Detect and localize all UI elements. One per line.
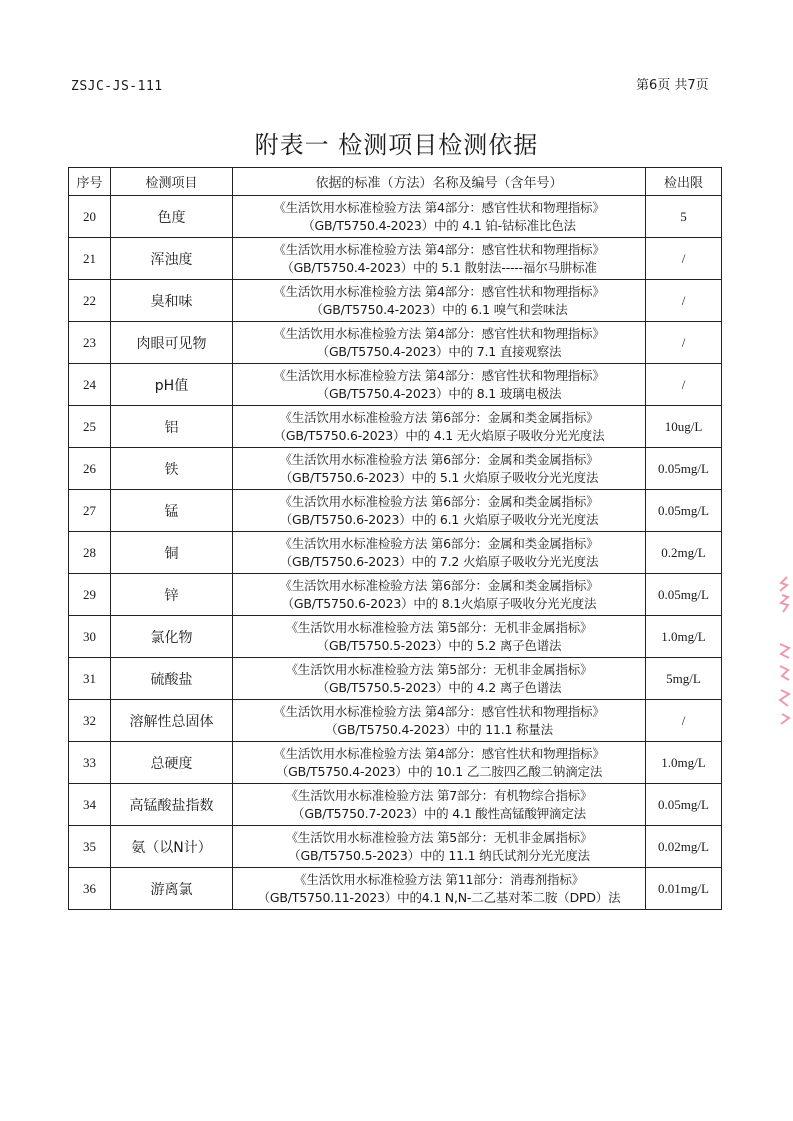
test-item-cell: 浑浊度 xyxy=(111,238,233,280)
detection-limit-cell: 0.2mg/L xyxy=(646,532,722,574)
serial-no-cell: 22 xyxy=(69,280,111,322)
table-row xyxy=(69,826,722,868)
table-row xyxy=(69,784,722,826)
detection-limit-cell: / xyxy=(646,238,722,280)
table-header-row xyxy=(69,168,722,196)
basis-line-2: （GB/T5750.5-2023）中的 11.1 纳氏试剂分光光度法 xyxy=(288,847,590,863)
test-item-cell: 锌 xyxy=(111,574,233,616)
test-item-cell: 铁 xyxy=(111,448,233,490)
table-row xyxy=(69,406,722,448)
table-row xyxy=(69,658,722,700)
standard-basis-cell xyxy=(233,616,646,658)
standard-basis-cell xyxy=(233,238,646,280)
detection-limit-cell: 10ug/L xyxy=(646,406,722,448)
basis-line-2: （GB/T5750.6-2023）中的 8.1火焰原子吸收分光光度法 xyxy=(281,595,597,611)
test-item-cell: 总硬度 xyxy=(111,742,233,784)
serial-no-cell: 34 xyxy=(69,784,111,826)
test-item-cell: 溶解性总固体 xyxy=(111,700,233,742)
standard-basis-cell xyxy=(233,784,646,826)
test-item-cell: 游离氯 xyxy=(111,868,233,910)
header-standard-basis: 依据的标准（方法）名称及编号（含年号） xyxy=(233,168,646,196)
basis-line-1: 《生活饮用水标准检验方法 第7部分：有机物综合指标》 xyxy=(285,787,593,803)
basis-line-2: （GB/T5750.5-2023）中的 4.2 离子色谱法 xyxy=(316,679,562,695)
serial-no-cell: 23 xyxy=(69,322,111,364)
table-row xyxy=(69,196,722,238)
table-row xyxy=(69,238,722,280)
basis-line-2: （GB/T5750.6-2023）中的 7.2 火焰原子吸收分光光度法 xyxy=(279,553,599,569)
basis-line-1: 《生活饮用水标准检验方法 第4部分：感官性状和物理指标》 xyxy=(273,199,605,215)
table-row xyxy=(69,616,722,658)
basis-line-2: （GB/T5750.4-2023）中的 7.1 直接观察法 xyxy=(316,343,562,359)
standard-basis-cell xyxy=(233,448,646,490)
standard-basis-cell xyxy=(233,700,646,742)
detection-limit-cell: / xyxy=(646,322,722,364)
basis-line-1: 《生活饮用水标准检验方法 第4部分：感官性状和物理指标》 xyxy=(273,283,605,299)
test-item-cell: pH值 xyxy=(111,364,233,406)
basis-line-2: （GB/T5750.11-2023）中的4.1 N,N-二乙基对苯二胺（DPD）法 xyxy=(257,889,621,905)
basis-line-2: （GB/T5750.6-2023）中的 5.1 火焰原子吸收分光光度法 xyxy=(279,469,599,485)
detection-limit-cell: 0.01mg/L xyxy=(646,868,722,910)
standard-basis-cell xyxy=(233,490,646,532)
table-row xyxy=(69,742,722,784)
standard-basis-cell xyxy=(233,406,646,448)
detection-limit-cell: / xyxy=(646,364,722,406)
table-row xyxy=(69,700,722,742)
standard-basis-cell xyxy=(233,532,646,574)
basis-line-1: 《生活饮用水标准检验方法 第4部分：感官性状和物理指标》 xyxy=(273,745,605,761)
detection-limit-cell: 0.05mg/L xyxy=(646,448,722,490)
basis-line-1: 《生活饮用水标准检验方法 第6部分：金属和类金属指标》 xyxy=(279,409,599,425)
serial-no-cell: 31 xyxy=(69,658,111,700)
basis-line-1: 《生活饮用水标准检验方法 第6部分：金属和类金属指标》 xyxy=(279,577,599,593)
test-item-cell: 硫酸盐 xyxy=(111,658,233,700)
serial-no-cell: 36 xyxy=(69,868,111,910)
header-serial-no: 序号 xyxy=(69,168,111,196)
test-item-cell: 色度 xyxy=(111,196,233,238)
basis-line-1: 《生活饮用水标准检验方法 第5部分：无机非金属指标》 xyxy=(285,619,593,635)
basis-line-1: 《生活饮用水标准检验方法 第5部分：无机非金属指标》 xyxy=(285,661,593,677)
detection-basis-table xyxy=(68,167,722,910)
detection-limit-cell: 0.05mg/L xyxy=(646,784,722,826)
detection-limit-cell: 0.05mg/L xyxy=(646,574,722,616)
standard-basis-cell xyxy=(233,826,646,868)
table-row xyxy=(69,364,722,406)
basis-line-1: 《生活饮用水标准检验方法 第5部分：无机非金属指标》 xyxy=(285,829,593,845)
table-row xyxy=(69,280,722,322)
detection-limit-cell: 1.0mg/L xyxy=(646,616,722,658)
standard-basis-cell xyxy=(233,196,646,238)
serial-no-cell: 25 xyxy=(69,406,111,448)
table-row xyxy=(69,868,722,910)
standard-basis-cell xyxy=(233,868,646,910)
serial-no-cell: 27 xyxy=(69,490,111,532)
table-row xyxy=(69,490,722,532)
serial-no-cell: 21 xyxy=(69,238,111,280)
header-test-item: 检测项目 xyxy=(111,168,233,196)
page-title: 附表一 检测项目检测依据 xyxy=(254,131,539,159)
test-item-cell: 肉眼可见物 xyxy=(111,322,233,364)
basis-line-1: 《生活饮用水标准检验方法 第11部分：消毒剂指标》 xyxy=(294,871,584,887)
detection-limit-cell: 0.02mg/L xyxy=(646,826,722,868)
basis-line-2: （GB/T5750.5-2023）中的 5.2 离子色谱法 xyxy=(316,637,562,653)
basis-line-1: 《生活饮用水标准检验方法 第4部分：感官性状和物理指标》 xyxy=(273,703,605,719)
table-row xyxy=(69,448,722,490)
seal-stamp-fragment xyxy=(777,575,793,619)
test-item-cell: 氨（以N计） xyxy=(111,826,233,868)
test-item-cell: 铜 xyxy=(111,532,233,574)
serial-no-cell: 24 xyxy=(69,364,111,406)
detection-limit-cell: 5 xyxy=(646,196,722,238)
standard-basis-cell xyxy=(233,658,646,700)
basis-line-1: 《生活饮用水标准检验方法 第4部分：感官性状和物理指标》 xyxy=(273,241,605,257)
serial-no-cell: 29 xyxy=(69,574,111,616)
seal-stamp-fragment xyxy=(777,640,793,734)
basis-line-2: （GB/T5750.4-2023）中的 11.1 称量法 xyxy=(325,721,553,737)
document-code: ZSJC-JS-111 xyxy=(71,79,163,94)
test-item-cell: 臭和味 xyxy=(111,280,233,322)
basis-line-1: 《生活饮用水标准检验方法 第4部分：感官性状和物理指标》 xyxy=(273,367,605,383)
standard-basis-cell xyxy=(233,574,646,616)
serial-no-cell: 28 xyxy=(69,532,111,574)
table-body xyxy=(69,196,722,910)
standard-basis-cell xyxy=(233,322,646,364)
basis-line-2: （GB/T5750.6-2023）中的 4.1 无火焰原子吸收分光光度法 xyxy=(273,427,605,443)
serial-no-cell: 32 xyxy=(69,700,111,742)
detection-limit-cell: 1.0mg/L xyxy=(646,742,722,784)
basis-line-2: （GB/T5750.4-2023）中的 8.1 玻璃电极法 xyxy=(316,385,562,401)
basis-line-1: 《生活饮用水标准检验方法 第6部分：金属和类金属指标》 xyxy=(279,535,599,551)
test-item-cell: 氯化物 xyxy=(111,616,233,658)
header-detection-limit: 检出限 xyxy=(646,168,722,196)
test-item-cell: 高锰酸盐指数 xyxy=(111,784,233,826)
basis-line-1: 《生活饮用水标准检验方法 第6部分：金属和类金属指标》 xyxy=(279,451,599,467)
basis-line-2: （GB/T5750.4-2023）中的 4.1 铂-钴标准比色法 xyxy=(302,217,576,233)
detection-limit-cell: 0.05mg/L xyxy=(646,490,722,532)
standard-basis-cell xyxy=(233,742,646,784)
standard-basis-cell xyxy=(233,280,646,322)
serial-no-cell: 33 xyxy=(69,742,111,784)
serial-no-cell: 20 xyxy=(69,196,111,238)
basis-line-2: （GB/T5750.4-2023）中的 6.1 嗅气和尝味法 xyxy=(310,301,568,317)
test-item-cell: 铝 xyxy=(111,406,233,448)
test-item-cell: 锰 xyxy=(111,490,233,532)
table-row xyxy=(69,322,722,364)
basis-line-1: 《生活饮用水标准检验方法 第4部分：感官性状和物理指标》 xyxy=(273,325,605,341)
stamp-mark-icon xyxy=(777,575,791,615)
serial-no-cell: 35 xyxy=(69,826,111,868)
stamp-mark-icon xyxy=(777,640,791,730)
detection-limit-cell: / xyxy=(646,700,722,742)
detection-limit-cell: 5mg/L xyxy=(646,658,722,700)
basis-line-2: （GB/T5750.4-2023）中的 10.1 乙二胺四乙酸二钠滴定法 xyxy=(275,763,603,779)
basis-line-2: （GB/T5750.7-2023）中的 4.1 酸性高锰酸钾滴定法 xyxy=(292,805,586,821)
table-row xyxy=(69,532,722,574)
detection-limit-cell: / xyxy=(646,280,722,322)
basis-line-1: 《生活饮用水标准检验方法 第6部分：金属和类金属指标》 xyxy=(279,493,599,509)
standard-basis-cell xyxy=(233,364,646,406)
basis-line-2: （GB/T5750.6-2023）中的 6.1 火焰原子吸收分光光度法 xyxy=(279,511,599,527)
basis-line-2: （GB/T5750.4-2023）中的 5.1 散射法-----福尔马肼标准 xyxy=(281,259,597,275)
table-row xyxy=(69,574,722,616)
serial-no-cell: 26 xyxy=(69,448,111,490)
serial-no-cell: 30 xyxy=(69,616,111,658)
page-indicator: 第6页 共7页 xyxy=(636,78,709,93)
